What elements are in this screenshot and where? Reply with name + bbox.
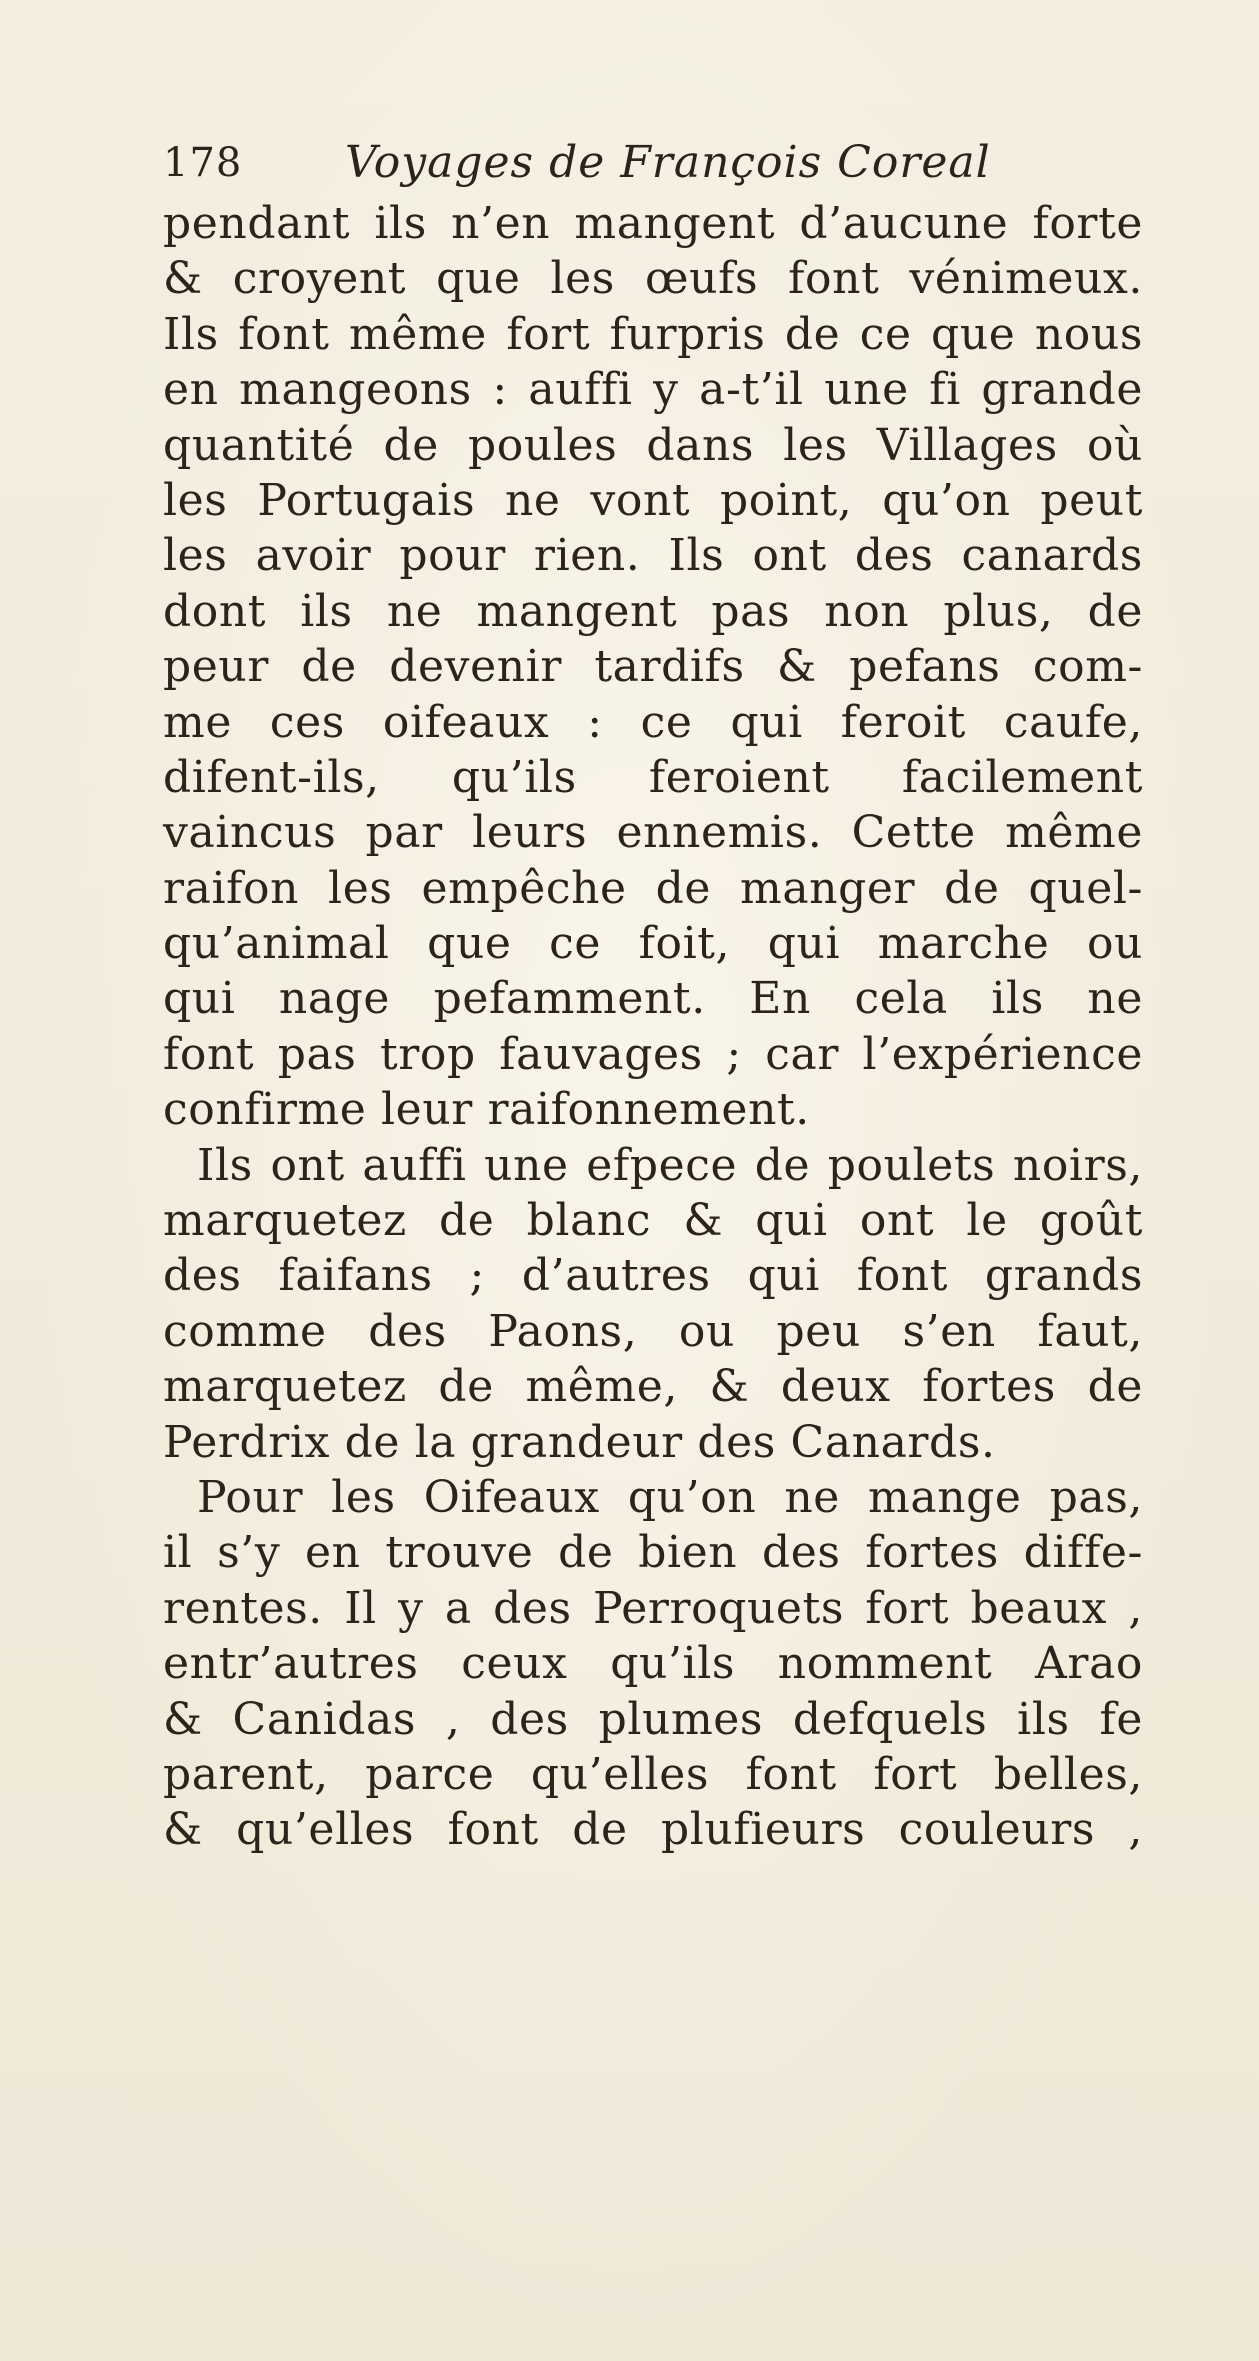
text-line: les Portugais ne vont point, qu’on peut [163,474,1143,526]
text-line: & qu’elles font de plufieurs couleurs , [163,1804,1143,1856]
text-line: comme des Paons, ou peu s’en faut, [163,1305,1143,1357]
text-line: marquetez de blanc & qui ont le goût [163,1195,1143,1247]
text-line: me ces oifeaux : ce qui feroit caufe, [163,696,1143,748]
text-line: il s’y en trouve de bien des fortes diffe- [163,1527,1143,1579]
text-line: dont ils ne mangent pas non plus, de [163,585,1143,637]
text-line: vaincus par leurs ennemis. Cette même [163,807,1143,859]
page-header [163,133,1123,193]
text-line: confirme leur raifonnement. [163,1084,810,1136]
text-line: marquetez de même, & deux fortes de [163,1361,1143,1413]
text-line: peur de devenir tardifs & pefans com- [163,641,1143,693]
page-number: 178 [163,140,243,186]
text-line: entr’autres ceux qu’ils nomment Arao [163,1638,1143,1690]
text-line: & croyent que les œufs font vénimeux. [163,253,1143,305]
text-line: Perdrix de la grandeur des Canards. [163,1416,996,1468]
running-title: Voyages de François Coreal [345,137,991,188]
text-line: difent-ils, qu’ils feroient facilement [163,751,1143,803]
text-line: qui nage pefamment. En cela ils ne [163,973,1143,1025]
text-line: qu’animal que ce foit, qui marche ou [163,918,1143,970]
text-line: en mangeons : auffi y a-t’il une fi grande [163,364,1143,416]
text-line: font pas trop fauvages ; car l’expérience [163,1028,1143,1080]
text-line: Ils font même fort furpris de ce que nous [163,308,1143,360]
text-line: parent, parce qu’elles font fort belles, [163,1748,1143,1800]
text-line: pendant ils n’en mangent d’aucune forte [163,198,1143,249]
text-line: rentes. Il y a des Perroquets fort beaux , [163,1582,1143,1634]
text-line: Ils ont auffi une efpece de poulets noirs, [197,1139,1143,1191]
text-line: les avoir pour rien. Ils ont des canards [163,530,1143,582]
text-line: quantité de poules dans les Villages où [163,419,1143,471]
text-line: Pour les Oifeaux qu’on ne mange pas, [197,1471,1143,1523]
body-text [163,196,1143,1858]
text-line: des faifans ; d’autres qui font grands [163,1250,1143,1302]
text-line: & Canidas , des plumes defquels ils fe [163,1693,1143,1745]
text-line: raifon les empêche de manger de quel- [163,862,1143,914]
